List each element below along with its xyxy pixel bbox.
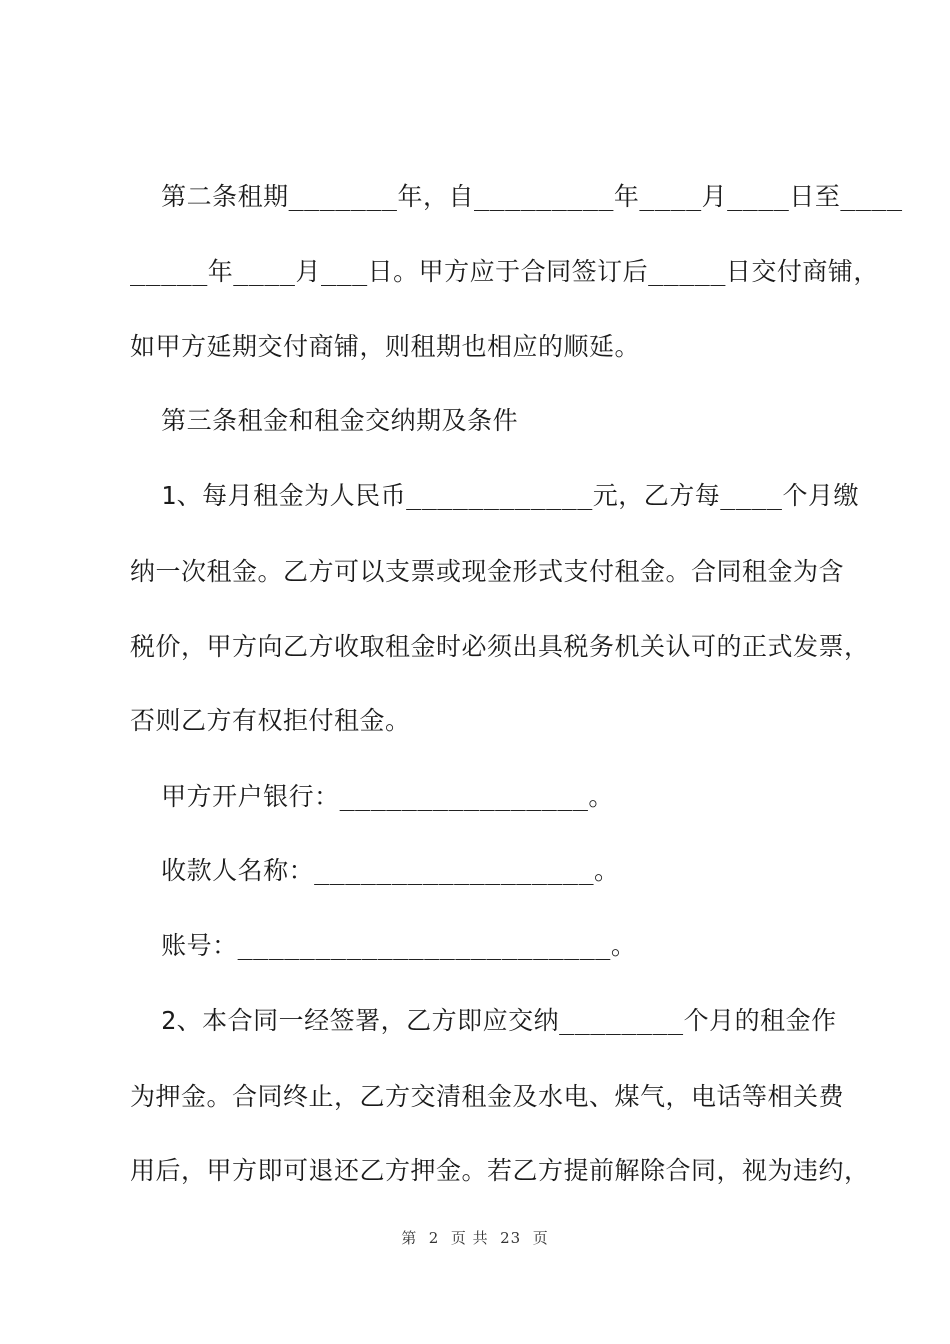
text-line: 用后，甲方即可退还乙方押金。若乙方提前解除合同，视为违约，	[130, 1156, 870, 1185]
text-line: 税价，甲方向乙方收取租金时必须出具税务机关认可的正式发票，	[130, 632, 870, 661]
text-line: _____年____月___日。甲方应于合同签订后_____日交付商铺，	[130, 257, 879, 286]
text-line: 为押金。合同终止，乙方交清租金及水电、煤气，电话等相关费	[130, 1082, 845, 1111]
bank-field: 甲方开户银行：________________。	[130, 782, 614, 811]
section-heading: 第三条租金和租金交纳期及条件	[130, 406, 519, 435]
text-line: 如甲方延期交付商铺，则租期也相应的顺延。	[130, 332, 641, 361]
text-line: 第二条租期_______年，自_________年____月____日至____	[130, 182, 903, 211]
text-line: 2、本合同一经签署，乙方即应交纳________个月的租金作	[130, 1006, 837, 1035]
text-line: 纳一次租金。乙方可以支票或现金形式支付租金。合同租金为含	[130, 557, 845, 586]
text-line: 否则乙方有权拒付租金。	[130, 706, 411, 735]
account-field: 账号：________________________。	[130, 931, 637, 960]
text-line: 1、每月租金为人民币____________元，乙方每____个月缴	[130, 481, 859, 510]
page-number-footer: 第 2 页 共 23 页	[401, 1229, 549, 1247]
payee-field: 收款人名称：__________________。	[130, 856, 620, 885]
